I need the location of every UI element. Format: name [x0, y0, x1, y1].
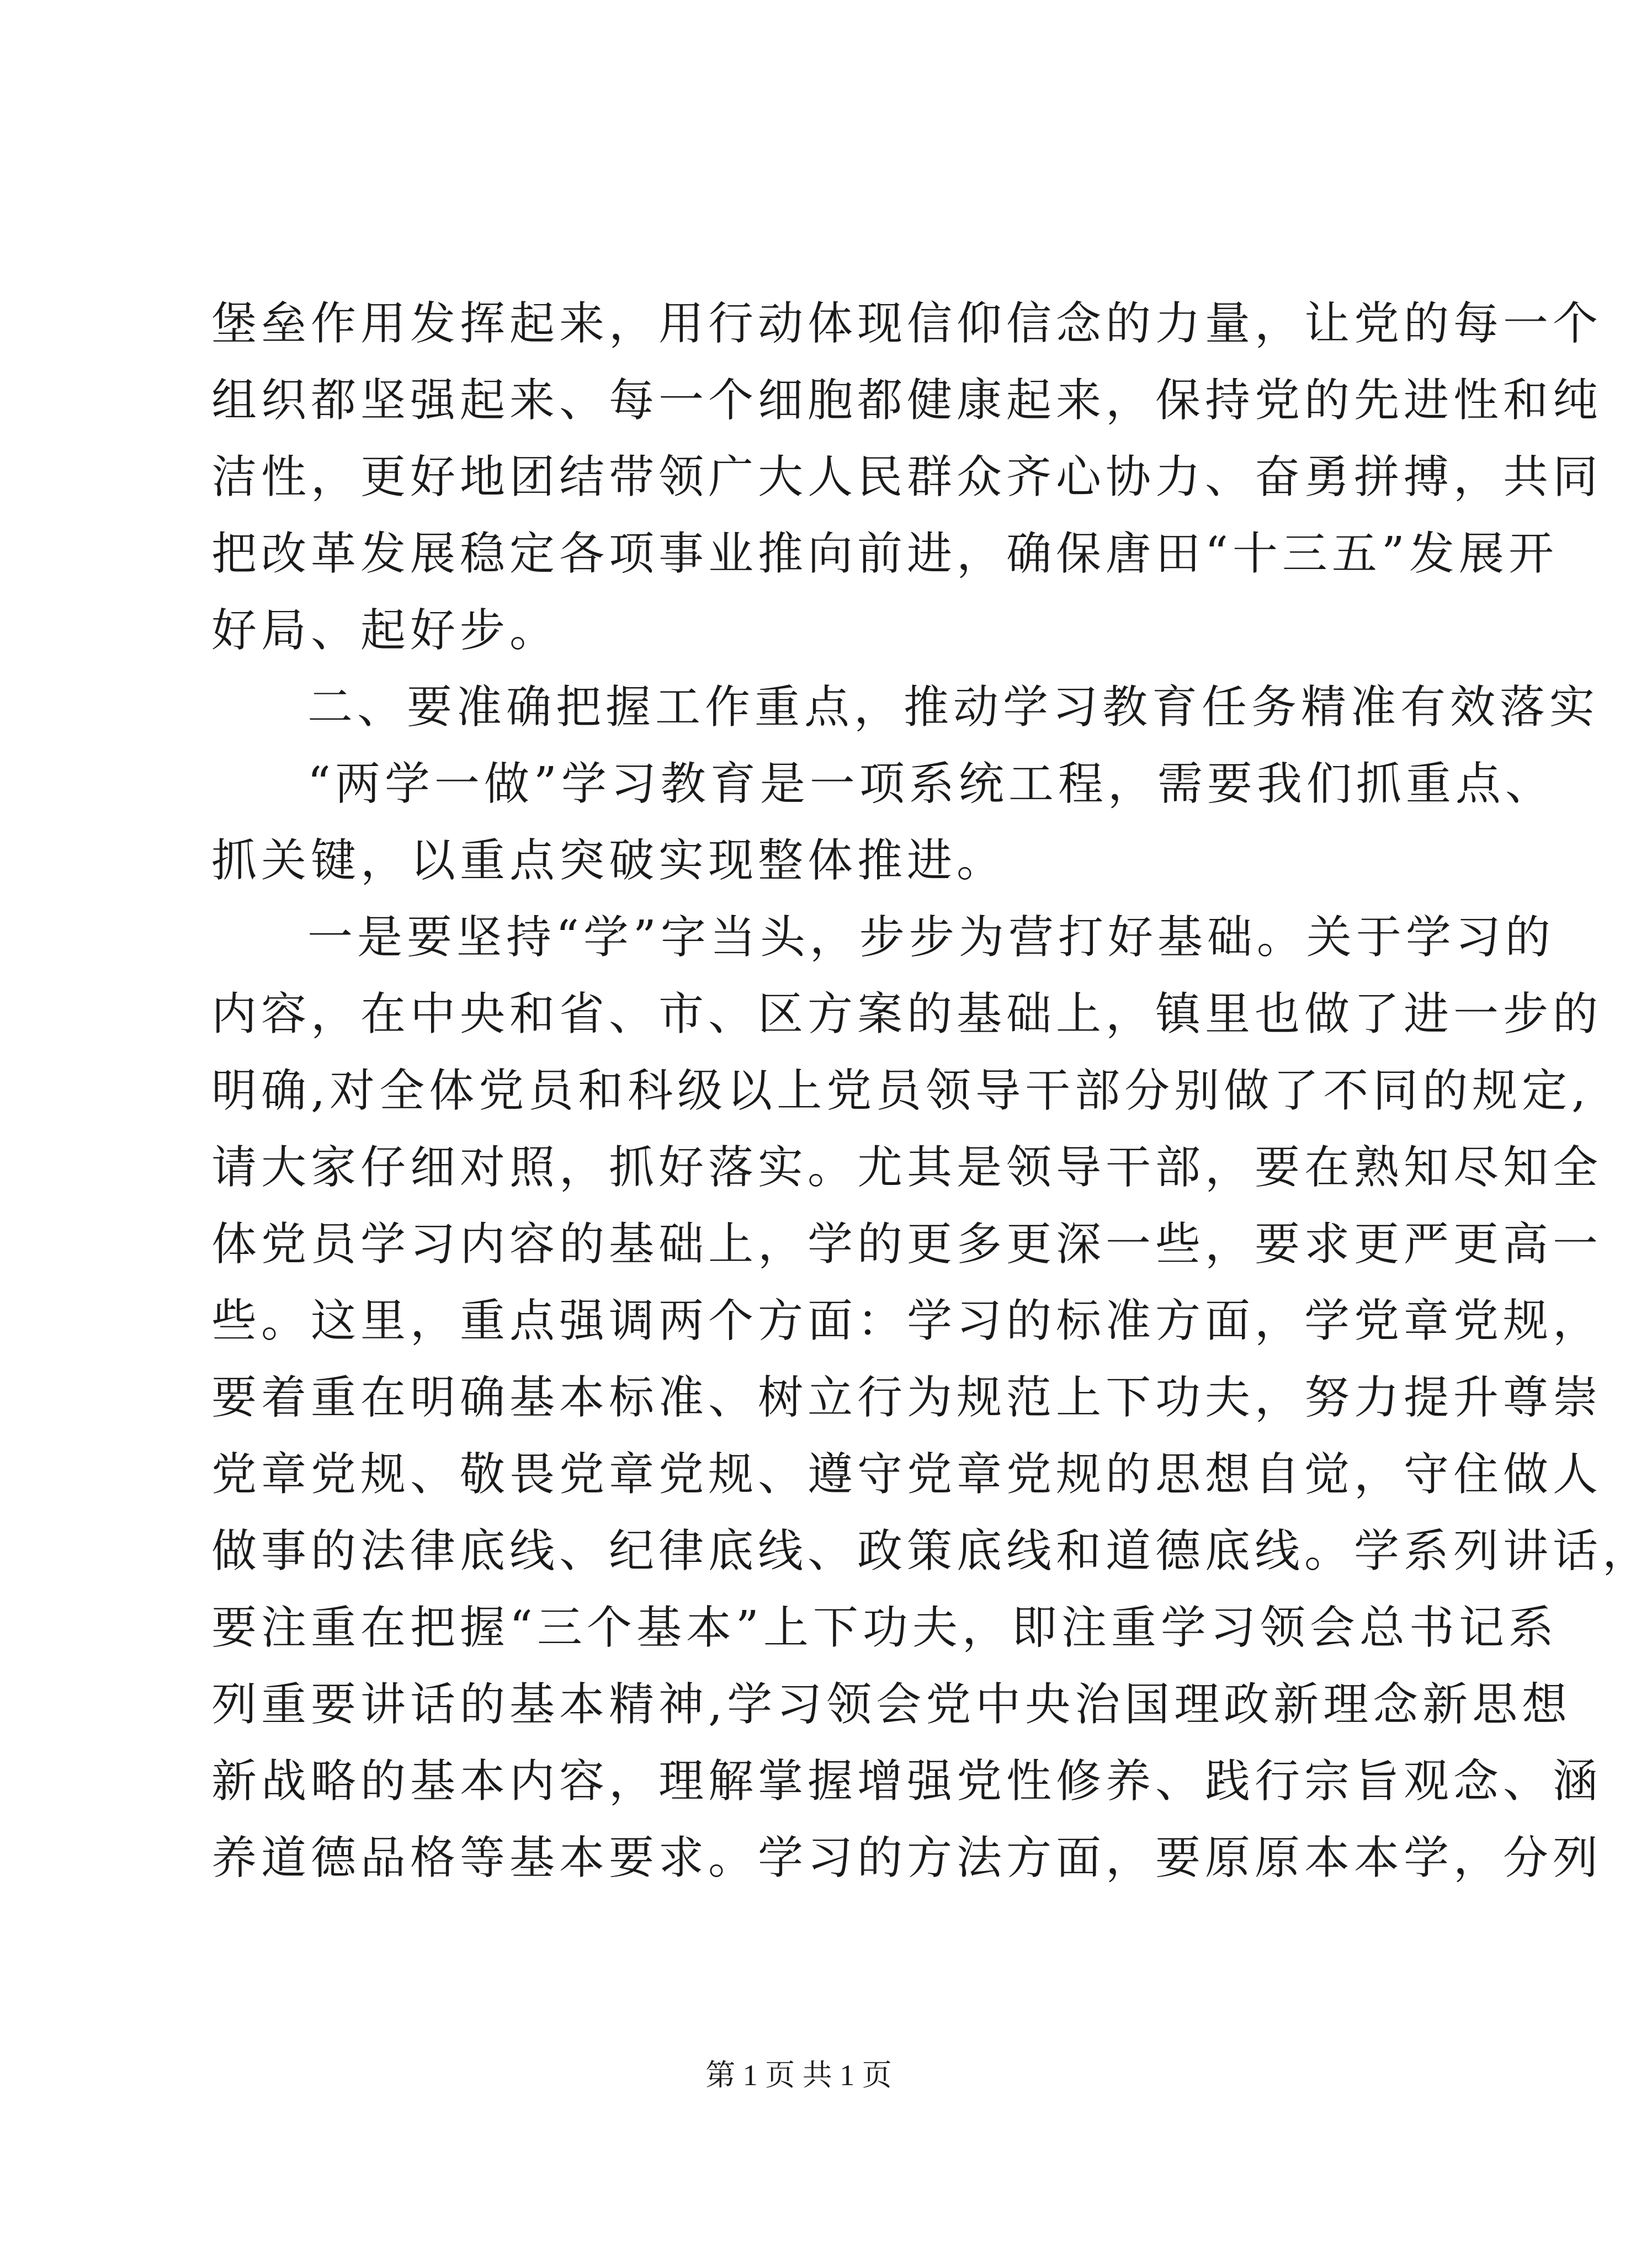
body-text-line: “两学一做”学习教育是一项系统工程，需要我们抓重点、 [307, 758, 1555, 810]
section-heading: 二、要准确把握工作重点，推动学习教育任务精准有效落实 [307, 681, 1600, 733]
body-text-line: 请大家仔细对照，抓好落实。尤其是领导干部，要在熟知尽知全 [211, 1141, 1603, 1194]
body-text-line: 好局、起好步。 [211, 604, 560, 657]
page-number-footer: 第 1 页 共 1 页 [705, 2059, 892, 2092]
body-text-line: 组织都坚强起来、每一个细胞都健康起来，保持党的先进性和纯 [211, 374, 1603, 427]
body-text-line: 要着重在明确基本标准、树立行为规范上下功夫，努力提升尊崇 [211, 1372, 1603, 1424]
body-text-line: 要注重在把握“三个基本”上下功夫，即注重学习领会总书记系 [211, 1602, 1558, 1654]
body-text-line: 洁性，更好地团结带领广大人民群众齐心协力、奋勇拼搏，共同 [211, 451, 1603, 503]
body-text-line: 些。这里，重点强调两个方面：学习的标准方面，学党章党规， [211, 1295, 1603, 1347]
body-text-line: 列重要讲话的基本精神,学习领会党中央治国理政新理念新思想 [211, 1678, 1572, 1731]
body-text-line: 做事的法律底线、纪律底线、政策底线和道德底线。学系列讲话， [211, 1525, 1652, 1577]
body-text-line: 党章党规、敬畏党章党规、遵守党章党规的思想自觉，守住做人 [211, 1448, 1603, 1501]
body-text-line: 堡垒作用发挥起来，用行动体现信仰信念的力量，让党的每一个 [211, 297, 1603, 350]
body-text-line: 新战略的基本内容，理解掌握增强党性修养、践行宗旨观念、涵 [211, 1755, 1603, 1808]
body-text-line: 养道德品格等基本要求。学习的方法方面，要原原本本学，分列 [211, 1832, 1603, 1884]
body-text-line: 抓关键，以重点突破实现整体推进。 [211, 834, 1007, 887]
body-text-line: 一是要坚持“学”字当头，步步为营打好基础。关于学习的 [307, 911, 1555, 964]
body-text-line: 体党员学习内容的基础上，学的更多更深一些，要求更严更高一 [211, 1218, 1603, 1271]
body-text-line: 把改革发展稳定各项事业推向前进，确保唐田“十三五”发展开 [211, 528, 1558, 580]
body-text-line: 内容，在中央和省、市、区方案的基础上，镇里也做了进一步的 [211, 988, 1603, 1040]
body-text-line: 明确,对全体党员和科级以上党员领导干部分别做了不同的规定, [211, 1065, 1591, 1117]
